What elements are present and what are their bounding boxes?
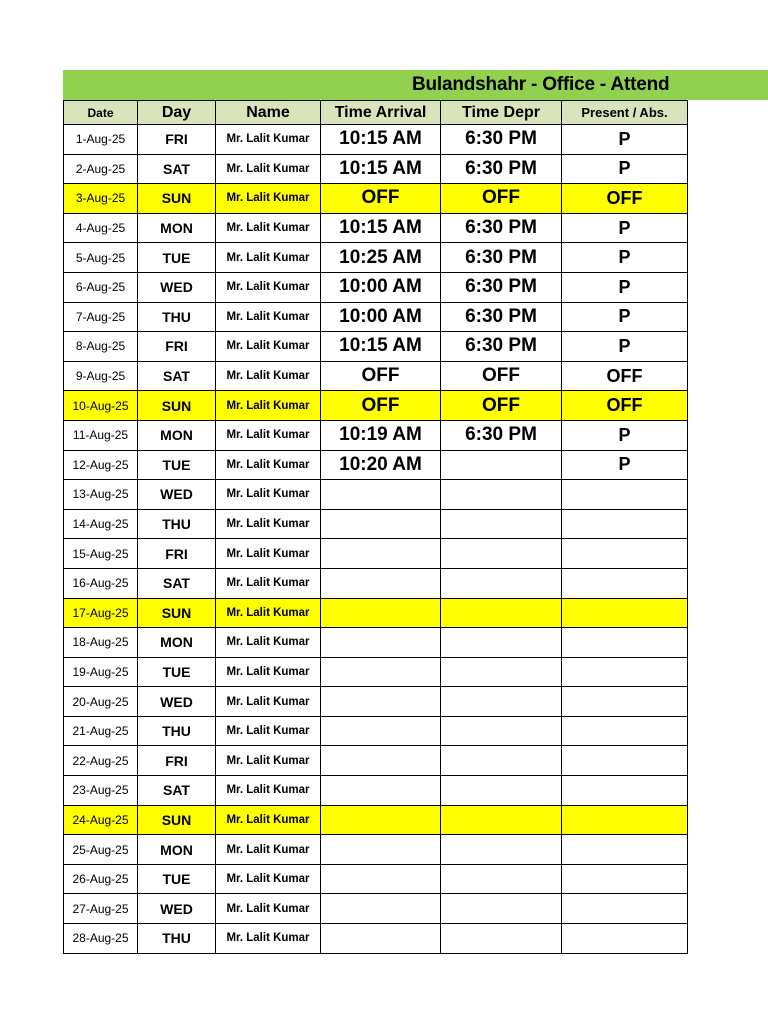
present-absent-cell[interactable]: P	[562, 332, 688, 362]
time-departure-cell[interactable]: 6:30 PM	[441, 332, 562, 362]
date-cell[interactable]: 2-Aug-25	[64, 154, 138, 184]
date-cell[interactable]: 5-Aug-25	[64, 243, 138, 273]
time-departure-cell[interactable]: 6:30 PM	[441, 154, 562, 184]
time-departure-cell[interactable]	[441, 776, 562, 806]
table-row	[64, 746, 688, 776]
date-cell[interactable]: 1-Aug-25	[64, 125, 138, 155]
date-cell[interactable]: 27-Aug-25	[64, 894, 138, 924]
table-row	[64, 894, 688, 924]
time-arrival-cell[interactable]: OFF	[321, 184, 441, 214]
date-cell[interactable]: 10-Aug-25	[64, 391, 138, 421]
time-arrival-cell[interactable]: 10:15 AM	[321, 332, 441, 362]
present-absent-cell[interactable]	[562, 657, 688, 687]
header-row	[64, 101, 688, 125]
time-arrival-cell[interactable]	[321, 776, 441, 806]
header-time-departure[interactable]: Time Depr	[441, 101, 562, 125]
date-cell[interactable]: 14-Aug-25	[64, 509, 138, 539]
present-absent-cell[interactable]: P	[562, 243, 688, 273]
time-arrival-cell[interactable]	[321, 598, 441, 628]
time-departure-cell[interactable]: OFF	[441, 391, 562, 421]
name-cell[interactable]: Mr. Lalit Kumar	[216, 776, 321, 806]
day-cell[interactable]: WED	[138, 894, 216, 924]
day-cell[interactable]: SAT	[138, 154, 216, 184]
present-absent-cell[interactable]: P	[562, 125, 688, 155]
time-departure-cell[interactable]: 6:30 PM	[441, 125, 562, 155]
present-absent-cell[interactable]: P	[562, 272, 688, 302]
time-arrival-cell[interactable]	[321, 894, 441, 924]
name-cell[interactable]: Mr. Lalit Kumar	[216, 184, 321, 214]
name-cell[interactable]: Mr. Lalit Kumar	[216, 628, 321, 658]
time-arrival-cell[interactable]	[321, 835, 441, 865]
time-departure-cell[interactable]	[441, 539, 562, 569]
time-departure-cell[interactable]	[441, 746, 562, 776]
name-cell[interactable]: Mr. Lalit Kumar	[216, 568, 321, 598]
present-absent-cell[interactable]	[562, 598, 688, 628]
date-cell[interactable]: 25-Aug-25	[64, 835, 138, 865]
name-cell[interactable]: Mr. Lalit Kumar	[216, 125, 321, 155]
date-cell[interactable]: 6-Aug-25	[64, 272, 138, 302]
time-arrival-cell[interactable]	[321, 657, 441, 687]
day-cell[interactable]: THU	[138, 302, 216, 332]
present-absent-cell[interactable]	[562, 480, 688, 510]
header-name[interactable]: Name	[216, 101, 321, 125]
name-cell[interactable]: Mr. Lalit Kumar	[216, 657, 321, 687]
day-cell[interactable]: WED	[138, 687, 216, 717]
day-cell[interactable]: SUN	[138, 391, 216, 421]
time-departure-cell[interactable]: 6:30 PM	[441, 420, 562, 450]
day-cell[interactable]: FRI	[138, 125, 216, 155]
date-cell[interactable]: 24-Aug-25	[64, 805, 138, 835]
time-arrival-cell[interactable]	[321, 864, 441, 894]
table-row	[64, 332, 688, 362]
date-cell[interactable]: 7-Aug-25	[64, 302, 138, 332]
day-cell[interactable]: THU	[138, 924, 216, 954]
date-cell[interactable]: 20-Aug-25	[64, 687, 138, 717]
date-cell[interactable]: 15-Aug-25	[64, 539, 138, 569]
present-absent-cell[interactable]: OFF	[562, 391, 688, 421]
name-cell[interactable]: Mr. Lalit Kumar	[216, 450, 321, 480]
table-row	[64, 687, 688, 717]
present-absent-cell[interactable]	[562, 568, 688, 598]
table-row	[64, 480, 688, 510]
date-cell[interactable]: 19-Aug-25	[64, 657, 138, 687]
table-row	[64, 420, 688, 450]
table-row	[64, 243, 688, 273]
name-cell[interactable]: Mr. Lalit Kumar	[216, 687, 321, 717]
name-cell[interactable]: Mr. Lalit Kumar	[216, 332, 321, 362]
header-day[interactable]: Day	[138, 101, 216, 125]
table-row	[64, 924, 688, 954]
date-cell[interactable]: 12-Aug-25	[64, 450, 138, 480]
table-row	[64, 716, 688, 746]
time-arrival-cell[interactable]	[321, 539, 441, 569]
present-absent-cell[interactable]: P	[562, 450, 688, 480]
time-arrival-cell[interactable]	[321, 628, 441, 658]
present-absent-cell[interactable]	[562, 746, 688, 776]
time-arrival-cell[interactable]	[321, 687, 441, 717]
day-cell[interactable]: FRI	[138, 746, 216, 776]
present-absent-cell[interactable]	[562, 924, 688, 954]
time-departure-cell[interactable]: 6:30 PM	[441, 213, 562, 243]
present-absent-cell[interactable]	[562, 687, 688, 717]
date-cell[interactable]: 4-Aug-25	[64, 213, 138, 243]
date-cell[interactable]: 22-Aug-25	[64, 746, 138, 776]
time-departure-cell[interactable]	[441, 598, 562, 628]
date-cell[interactable]: 26-Aug-25	[64, 864, 138, 894]
time-arrival-cell[interactable]	[321, 568, 441, 598]
table-row	[64, 361, 688, 391]
day-cell[interactable]: SAT	[138, 568, 216, 598]
day-cell[interactable]: WED	[138, 480, 216, 510]
date-cell[interactable]: 18-Aug-25	[64, 628, 138, 658]
day-cell[interactable]: MON	[138, 628, 216, 658]
time-arrival-cell[interactable]	[321, 805, 441, 835]
table-row	[64, 213, 688, 243]
time-arrival-cell[interactable]: 10:15 AM	[321, 213, 441, 243]
time-departure-cell[interactable]: 6:30 PM	[441, 272, 562, 302]
time-departure-cell[interactable]	[441, 657, 562, 687]
present-absent-cell[interactable]	[562, 776, 688, 806]
sheet-title: Bulandshahr - Office - Attend	[412, 74, 670, 95]
table-row	[64, 628, 688, 658]
day-cell[interactable]: FRI	[138, 539, 216, 569]
header-time-arrival[interactable]: Time Arrival	[321, 101, 441, 125]
time-departure-cell[interactable]: OFF	[441, 184, 562, 214]
present-absent-cell[interactable]: P	[562, 302, 688, 332]
table-row	[64, 835, 688, 865]
present-absent-cell[interactable]	[562, 864, 688, 894]
time-arrival-cell[interactable]	[321, 924, 441, 954]
table-header	[64, 101, 688, 125]
day-cell[interactable]: TUE	[138, 243, 216, 273]
name-cell[interactable]: Mr. Lalit Kumar	[216, 924, 321, 954]
time-arrival-cell[interactable]: OFF	[321, 361, 441, 391]
name-cell[interactable]: Mr. Lalit Kumar	[216, 598, 321, 628]
date-cell[interactable]: 21-Aug-25	[64, 716, 138, 746]
date-cell[interactable]: 16-Aug-25	[64, 568, 138, 598]
present-absent-cell[interactable]: OFF	[562, 184, 688, 214]
time-arrival-cell[interactable]: 10:15 AM	[321, 154, 441, 184]
name-cell[interactable]: Mr. Lalit Kumar	[216, 716, 321, 746]
name-cell[interactable]: Mr. Lalit Kumar	[216, 805, 321, 835]
present-absent-cell[interactable]: P	[562, 154, 688, 184]
table-row	[64, 450, 688, 480]
time-arrival-cell[interactable]	[321, 716, 441, 746]
time-departure-cell[interactable]	[441, 864, 562, 894]
table-row	[64, 272, 688, 302]
time-arrival-cell[interactable]: 10:00 AM	[321, 302, 441, 332]
time-arrival-cell[interactable]	[321, 746, 441, 776]
time-departure-cell[interactable]: 6:30 PM	[441, 302, 562, 332]
table-row	[64, 568, 688, 598]
table-row	[64, 125, 688, 155]
date-cell[interactable]: 17-Aug-25	[64, 598, 138, 628]
time-departure-cell[interactable]: 6:30 PM	[441, 243, 562, 273]
day-cell[interactable]: FRI	[138, 332, 216, 362]
day-cell[interactable]: WED	[138, 272, 216, 302]
header-present-absent[interactable]: Present / Abs.	[562, 101, 688, 125]
time-departure-cell[interactable]	[441, 716, 562, 746]
day-cell[interactable]: TUE	[138, 657, 216, 687]
name-cell[interactable]: Mr. Lalit Kumar	[216, 835, 321, 865]
present-absent-cell[interactable]	[562, 628, 688, 658]
present-absent-cell[interactable]	[562, 805, 688, 835]
present-absent-cell[interactable]	[562, 716, 688, 746]
day-cell[interactable]: SUN	[138, 805, 216, 835]
name-cell[interactable]: Mr. Lalit Kumar	[216, 509, 321, 539]
date-cell[interactable]: 28-Aug-25	[64, 924, 138, 954]
name-cell[interactable]: Mr. Lalit Kumar	[216, 243, 321, 273]
table-row	[64, 302, 688, 332]
table-row	[64, 776, 688, 806]
time-departure-cell[interactable]	[441, 450, 562, 480]
present-absent-cell[interactable]: P	[562, 213, 688, 243]
time-departure-cell[interactable]	[441, 687, 562, 717]
present-absent-cell[interactable]: P	[562, 420, 688, 450]
name-cell[interactable]: Mr. Lalit Kumar	[216, 361, 321, 391]
name-cell[interactable]: Mr. Lalit Kumar	[216, 894, 321, 924]
name-cell[interactable]: Mr. Lalit Kumar	[216, 864, 321, 894]
day-cell[interactable]: SUN	[138, 598, 216, 628]
time-departure-cell[interactable]	[441, 835, 562, 865]
day-cell[interactable]: TUE	[138, 450, 216, 480]
name-cell[interactable]: Mr. Lalit Kumar	[216, 391, 321, 421]
table-row	[64, 864, 688, 894]
name-cell[interactable]: Mr. Lalit Kumar	[216, 272, 321, 302]
name-cell[interactable]: Mr. Lalit Kumar	[216, 746, 321, 776]
time-arrival-cell[interactable]	[321, 480, 441, 510]
date-cell[interactable]: 23-Aug-25	[64, 776, 138, 806]
name-cell[interactable]: Mr. Lalit Kumar	[216, 213, 321, 243]
time-arrival-cell[interactable]: OFF	[321, 391, 441, 421]
table-row	[64, 509, 688, 539]
table-row	[64, 598, 688, 628]
date-cell[interactable]: 9-Aug-25	[64, 361, 138, 391]
day-cell[interactable]: THU	[138, 509, 216, 539]
name-cell[interactable]: Mr. Lalit Kumar	[216, 420, 321, 450]
time-arrival-cell[interactable]: 10:15 AM	[321, 125, 441, 155]
name-cell[interactable]: Mr. Lalit Kumar	[216, 154, 321, 184]
time-departure-cell[interactable]	[441, 568, 562, 598]
time-departure-cell[interactable]	[441, 509, 562, 539]
name-cell[interactable]: Mr. Lalit Kumar	[216, 480, 321, 510]
time-arrival-cell[interactable]: 10:00 AM	[321, 272, 441, 302]
table-body	[64, 125, 688, 954]
time-departure-cell[interactable]	[441, 628, 562, 658]
time-arrival-cell[interactable]: 10:19 AM	[321, 420, 441, 450]
day-cell[interactable]: MON	[138, 835, 216, 865]
day-cell[interactable]: MON	[138, 213, 216, 243]
table-row	[64, 539, 688, 569]
date-cell[interactable]: 8-Aug-25	[64, 332, 138, 362]
time-departure-cell[interactable]	[441, 894, 562, 924]
table-row	[64, 657, 688, 687]
time-departure-cell[interactable]	[441, 805, 562, 835]
table-row	[64, 391, 688, 421]
name-cell[interactable]: Mr. Lalit Kumar	[216, 539, 321, 569]
time-departure-cell[interactable]	[441, 924, 562, 954]
date-cell[interactable]: 13-Aug-25	[64, 480, 138, 510]
date-cell[interactable]: 11-Aug-25	[64, 420, 138, 450]
header-date[interactable]: Date	[64, 101, 138, 125]
day-cell[interactable]: TUE	[138, 864, 216, 894]
name-cell[interactable]: Mr. Lalit Kumar	[216, 302, 321, 332]
time-arrival-cell[interactable]: 10:25 AM	[321, 243, 441, 273]
table-row	[64, 154, 688, 184]
title-banner	[63, 70, 768, 100]
day-cell[interactable]: SAT	[138, 361, 216, 391]
present-absent-cell[interactable]: OFF	[562, 361, 688, 391]
present-absent-cell[interactable]	[562, 539, 688, 569]
time-departure-cell[interactable]: OFF	[441, 361, 562, 391]
time-arrival-cell[interactable]: 10:20 AM	[321, 450, 441, 480]
date-cell[interactable]: 3-Aug-25	[64, 184, 138, 214]
time-arrival-cell[interactable]	[321, 509, 441, 539]
present-absent-cell[interactable]	[562, 894, 688, 924]
present-absent-cell[interactable]	[562, 509, 688, 539]
day-cell[interactable]: THU	[138, 716, 216, 746]
present-absent-cell[interactable]	[562, 835, 688, 865]
day-cell[interactable]: SUN	[138, 184, 216, 214]
table-row	[64, 184, 688, 214]
day-cell[interactable]: MON	[138, 420, 216, 450]
day-cell[interactable]: SAT	[138, 776, 216, 806]
attendance-table	[63, 100, 688, 954]
time-departure-cell[interactable]	[441, 480, 562, 510]
table-row	[64, 805, 688, 835]
